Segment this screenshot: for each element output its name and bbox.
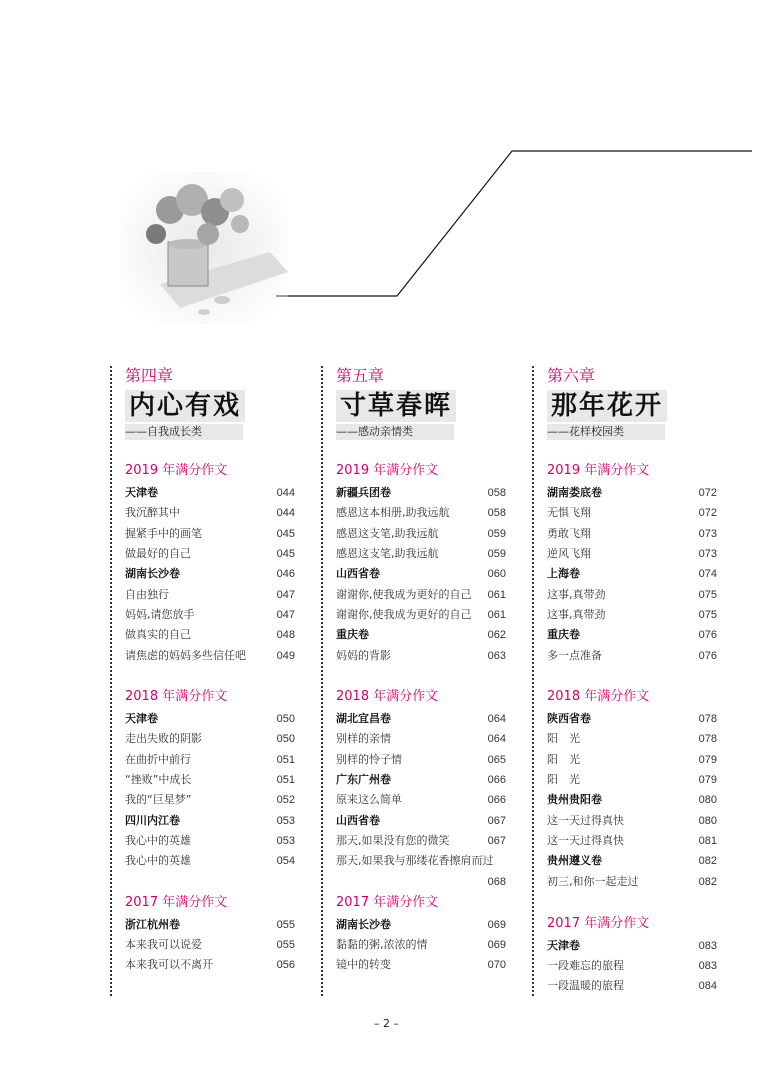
- toc-entry[interactable]: 黏黏的粥,浓浓的情 069: [336, 938, 506, 951]
- toc-entry[interactable]: 别样的亲情 064: [336, 732, 506, 745]
- chapter-subtitle: ——自我成长类: [125, 424, 243, 440]
- toc-entry[interactable]: 镜中的转变 070: [336, 958, 506, 971]
- chapter-number: 第五章: [336, 366, 385, 385]
- chapter-subtitle: ——感动亲情类: [336, 424, 454, 440]
- section-heading: 2018 年满分作文: [336, 689, 439, 704]
- toc-entry[interactable]: 我沉醉其中 044: [125, 506, 295, 519]
- toc-entry-continuation[interactable]: 068: [487, 876, 506, 888]
- toc-entry[interactable]: 重庆卷 062: [336, 628, 506, 641]
- page-number: – 2 –: [374, 1017, 399, 1030]
- toc-entry[interactable]: 谢谢你,使我成为更好的自己 061: [336, 608, 506, 621]
- toc-entry[interactable]: 原来这么简单 066: [336, 793, 506, 806]
- toc-entry[interactable]: 在曲折中前行 051: [125, 753, 295, 766]
- toc-entry[interactable]: 新疆兵团卷 058: [336, 486, 506, 499]
- toc-entry[interactable]: 请焦虑的妈妈多些信任吧 049: [125, 649, 295, 662]
- toc-entry[interactable]: 上海卷 074: [547, 567, 717, 580]
- toc-entry[interactable]: 那天,如果我与那缕花香擦肩而过: [336, 854, 494, 867]
- toc-entry[interactable]: 感恩这本相册,助我远航 058: [336, 506, 506, 519]
- toc-entry[interactable]: 我心中的英雄 054: [125, 854, 295, 867]
- toc-entry[interactable]: 这事,真带劲 075: [547, 588, 717, 601]
- toc-entry[interactable]: 我心中的英雄 053: [125, 834, 295, 847]
- section-heading: 2017 年满分作文: [336, 895, 439, 910]
- chapter-number: 第四章: [125, 366, 174, 385]
- toc-entry[interactable]: 无惧飞翔 072: [547, 506, 717, 519]
- toc-entry[interactable]: 浙江杭州卷 055: [125, 918, 295, 931]
- toc-entry[interactable]: 别样的怜子情 065: [336, 753, 506, 766]
- toc-entry[interactable]: 这事,真带劲 075: [547, 608, 717, 621]
- toc-entry[interactable]: 天津卷 044: [125, 486, 295, 499]
- toc-entry[interactable]: 谢谢你,使我成为更好的自己 061: [336, 588, 506, 601]
- toc-entry[interactable]: 湖南长沙卷 069: [336, 918, 506, 931]
- toc-entry[interactable]: 阳 光 079: [547, 753, 717, 766]
- toc-entry[interactable]: 走出失败的阴影 050: [125, 732, 295, 745]
- section-heading: 2019 年满分作文: [336, 463, 439, 478]
- toc-entry[interactable]: 逆风飞翔 073: [547, 547, 717, 560]
- chapter-title: 寸草春晖: [336, 390, 456, 422]
- toc-entry[interactable]: 天津卷 050: [125, 712, 295, 725]
- toc-entry[interactable]: 本来我可以说爱 055: [125, 938, 295, 951]
- section-heading: 2018 年满分作文: [125, 689, 228, 704]
- section-heading: 2019 年满分作文: [125, 463, 228, 478]
- toc-entry[interactable]: 这一天过得真快 080: [547, 814, 717, 827]
- toc-entry[interactable]: 广东广州卷 066: [336, 773, 506, 786]
- toc-entry[interactable]: 做最好的自己 045: [125, 547, 295, 560]
- toc-entry[interactable]: 妈妈,请您放手 047: [125, 608, 295, 621]
- toc-entry[interactable]: 湖南娄底卷 072: [547, 486, 717, 499]
- toc-entry[interactable]: 这一天过得真快 081: [547, 834, 717, 847]
- section-heading: 2018 年满分作文: [547, 689, 650, 704]
- toc-entry[interactable]: 贵州贵阳卷 080: [547, 793, 717, 806]
- toc-entry[interactable]: 做真实的自己 048: [125, 628, 295, 641]
- toc-entry[interactable]: 陕西省卷 078: [547, 712, 717, 725]
- toc-entry[interactable]: 贵州遵义卷 082: [547, 854, 717, 867]
- toc-entry[interactable]: 勇敢飞翔 073: [547, 527, 717, 540]
- section-heading: 2017 年满分作文: [547, 916, 650, 931]
- flower-vase-illustration: [120, 172, 288, 324]
- toc-entry[interactable]: 阳 光 078: [547, 732, 717, 745]
- toc-entry[interactable]: 天津卷 083: [547, 939, 717, 952]
- toc-entry[interactable]: “挫败”中成长 051: [125, 773, 295, 786]
- toc-entry[interactable]: 本来我可以不离开 056: [125, 958, 295, 971]
- toc-entry[interactable]: 阳 光 079: [547, 773, 717, 786]
- toc-entry[interactable]: 重庆卷 076: [547, 628, 717, 641]
- toc-entry[interactable]: 四川内江卷 053: [125, 814, 295, 827]
- chapter-column-5: [336, 366, 526, 996]
- chapter-column-6: [547, 366, 737, 996]
- chapter-column-4: [125, 366, 315, 996]
- chapter-number: 第六章: [547, 366, 596, 385]
- section-heading: 2017 年满分作文: [125, 895, 228, 910]
- toc-entry[interactable]: 一段难忘的旅程 083: [547, 959, 717, 972]
- chapter-title: 那年花开: [547, 390, 667, 422]
- toc-entry[interactable]: 湖南长沙卷 046: [125, 567, 295, 580]
- toc-entry[interactable]: 山西省卷 067: [336, 814, 506, 827]
- toc-entry[interactable]: 多一点准备 076: [547, 649, 717, 662]
- chapter-subtitle: ——花样校园类: [547, 424, 665, 440]
- dotted-divider: [532, 366, 534, 996]
- chapter-title: 内心有戏: [125, 390, 245, 422]
- toc-entry[interactable]: 感恩这支笔,助我远航 059: [336, 527, 506, 540]
- toc-entry[interactable]: 那天,如果没有您的微笑 067: [336, 834, 506, 847]
- dotted-divider: [321, 366, 323, 996]
- toc-entry[interactable]: 湖北宜昌卷 064: [336, 712, 506, 725]
- toc-entry[interactable]: 自由独行 047: [125, 588, 295, 601]
- section-heading: 2019 年满分作文: [547, 463, 650, 478]
- toc-entry[interactable]: 握紧手中的画笔 045: [125, 527, 295, 540]
- toc-entry[interactable]: 我的“巨星梦” 052: [125, 793, 295, 806]
- dotted-divider: [110, 366, 112, 996]
- toc-entry[interactable]: 妈妈的背影 063: [336, 649, 506, 662]
- toc-entry[interactable]: 一段温暖的旅程 084: [547, 979, 717, 992]
- toc-entry[interactable]: 山西省卷 060: [336, 567, 506, 580]
- toc-entry[interactable]: 感恩这支笔,助我远航 059: [336, 547, 506, 560]
- toc-entry[interactable]: 初三,和你一起走过 082: [547, 875, 717, 888]
